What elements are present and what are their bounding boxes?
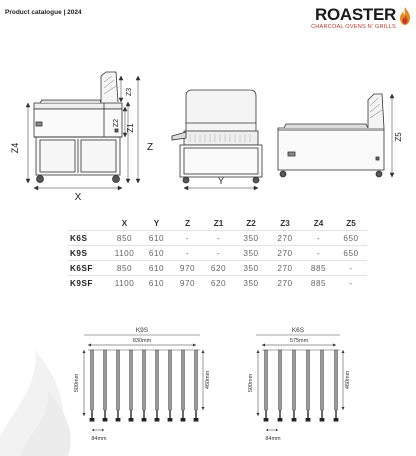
grate-bar-stem	[293, 410, 295, 418]
grate-diagrams	[0, 318, 416, 456]
value-cell: 610	[141, 231, 172, 246]
value-cell: 620	[203, 276, 234, 291]
technical-drawings	[0, 0, 416, 215]
grate-bar-foot	[320, 418, 325, 422]
grate-bar-foot	[194, 418, 199, 422]
grate-bar-foot	[264, 418, 269, 422]
value-cell: 270	[268, 246, 302, 261]
grate-bar-stem	[307, 410, 309, 418]
label-z4: Z4	[10, 142, 20, 154]
spec-header: Z	[184, 218, 190, 228]
value-cell: 610	[141, 276, 172, 291]
grate-bar	[181, 350, 184, 410]
label-z2: Z2	[113, 118, 120, 128]
label-z1: Z1	[126, 123, 135, 133]
model-cell: K9SF	[68, 276, 108, 291]
model-cell: K6SF	[68, 261, 108, 276]
grate-bar-stem	[156, 410, 158, 418]
value-cell: 610	[141, 246, 172, 261]
spec-header: Z4	[313, 218, 324, 228]
value-cell: 1100	[108, 246, 141, 261]
brand-name: ROASTER	[314, 5, 396, 24]
value-cell: 270	[268, 276, 302, 291]
k6s-length-label: 460mm	[345, 370, 351, 390]
grate-bar-stem	[117, 410, 119, 418]
value-cell: -	[302, 246, 335, 261]
grate-bar-foot	[168, 418, 173, 422]
grate-bar	[278, 350, 281, 410]
grate-bar	[306, 350, 309, 410]
grate-bar-foot	[129, 418, 134, 422]
spec-header	[68, 216, 108, 231]
value-cell: 350	[234, 261, 268, 276]
grate-bar-foot	[334, 418, 339, 422]
table-row	[68, 276, 367, 291]
value-cell: 650	[335, 231, 367, 246]
model-cell: K9S	[68, 246, 108, 261]
k6s-grate-diagram	[248, 327, 351, 442]
spec-header: Z2	[246, 218, 256, 228]
value-cell: 650	[335, 246, 367, 261]
k6s-title: K6S	[291, 327, 305, 334]
spec-table	[68, 216, 367, 290]
grate-bar	[292, 350, 295, 410]
model-cell: K6S	[68, 231, 108, 246]
grate-bar-foot	[90, 418, 95, 422]
grate-bar-foot	[278, 418, 283, 422]
grate-bar-stem	[91, 410, 93, 418]
label-z5: Z5	[394, 132, 403, 142]
k6s-grate-bars	[262, 350, 340, 422]
grate-bar-stem	[265, 410, 267, 418]
side-view-drawing	[34, 72, 122, 183]
catalogue-title: Product catalogue | 2024	[5, 9, 82, 16]
front-view-drawing	[172, 90, 262, 183]
grate-bar-stem	[321, 410, 323, 418]
spec-header: Z1	[213, 218, 224, 228]
value-cell: 610	[141, 261, 172, 276]
grate-bar	[142, 350, 145, 410]
value-cell: -	[203, 231, 234, 246]
grate-bar-stem	[143, 410, 145, 418]
value-cell: 850	[108, 231, 141, 246]
spec-header-row	[68, 216, 367, 231]
grate-bar	[155, 350, 158, 410]
k9s-depth-label: 500mm	[74, 373, 80, 393]
grate-bar	[194, 350, 197, 410]
grate-bar-foot	[142, 418, 147, 422]
grate-bar-stem	[279, 410, 281, 418]
k6s-spacing-label: 84mm	[265, 436, 281, 442]
grate-bar-stem	[195, 410, 197, 418]
front-view-dimensions	[184, 186, 258, 190]
k6s-width-label: 575mm	[289, 338, 309, 344]
right-view-drawing	[278, 94, 384, 177]
spec-header: Y	[153, 218, 160, 228]
value-cell: 850	[108, 261, 141, 276]
table-row	[68, 246, 367, 261]
value-cell: -	[335, 276, 367, 291]
value-cell: 885	[302, 276, 335, 291]
k9s-spacing-label: 84mm	[91, 436, 107, 442]
value-cell: 620	[203, 261, 234, 276]
label-z3: Z3	[126, 87, 133, 97]
value-cell: 270	[268, 261, 302, 276]
table-row	[68, 231, 367, 246]
spec-header: Z3	[280, 218, 290, 228]
k9s-length-label: 460mm	[205, 370, 211, 390]
table-row	[68, 261, 367, 276]
grate-bar	[129, 350, 132, 410]
label-x: X	[74, 192, 82, 203]
value-cell: -	[172, 246, 203, 261]
k9s-title: K9S	[135, 327, 149, 334]
grate-bar-foot	[103, 418, 108, 422]
label-y: Y	[217, 176, 225, 186]
value-cell: -	[335, 261, 367, 276]
k9s-width-label: 830mm	[132, 338, 152, 344]
grate-bar-stem	[104, 410, 106, 418]
k9s-grate-bars	[88, 350, 200, 422]
value-cell: 970	[172, 261, 203, 276]
grate-bar	[264, 350, 267, 410]
value-cell: 350	[234, 231, 268, 246]
value-cell: 1100	[108, 276, 141, 291]
spec-header: X	[121, 218, 128, 228]
grate-bar-foot	[116, 418, 121, 422]
spec-header: Z5	[346, 218, 356, 228]
brand-tagline: CHARCOAL OVENS N' GRILLS	[311, 24, 396, 30]
grate-bar-foot	[181, 418, 186, 422]
grate-bar	[103, 350, 106, 410]
label-z: Z	[146, 142, 154, 153]
value-cell: 350	[234, 246, 268, 261]
value-cell: -	[203, 246, 234, 261]
grate-bar-foot	[306, 418, 311, 422]
grate-bar	[334, 350, 337, 410]
value-cell: -	[302, 231, 335, 246]
grate-bar-foot	[292, 418, 297, 422]
value-cell: 350	[234, 276, 268, 291]
k6s-depth-label: 500mm	[248, 373, 254, 393]
value-cell: -	[172, 231, 203, 246]
k9s-grate-diagram	[74, 327, 211, 442]
grate-bar-foot	[155, 418, 160, 422]
grate-bar	[90, 350, 93, 410]
grate-bar-stem	[169, 410, 171, 418]
grate-bar	[168, 350, 171, 410]
grate-bar-stem	[130, 410, 132, 418]
grate-bar-stem	[335, 410, 337, 418]
value-cell: 270	[268, 231, 302, 246]
grate-bar-stem	[182, 410, 184, 418]
value-cell: 885	[302, 261, 335, 276]
grate-bar	[116, 350, 119, 410]
grate-bar	[320, 350, 323, 410]
value-cell: 970	[172, 276, 203, 291]
